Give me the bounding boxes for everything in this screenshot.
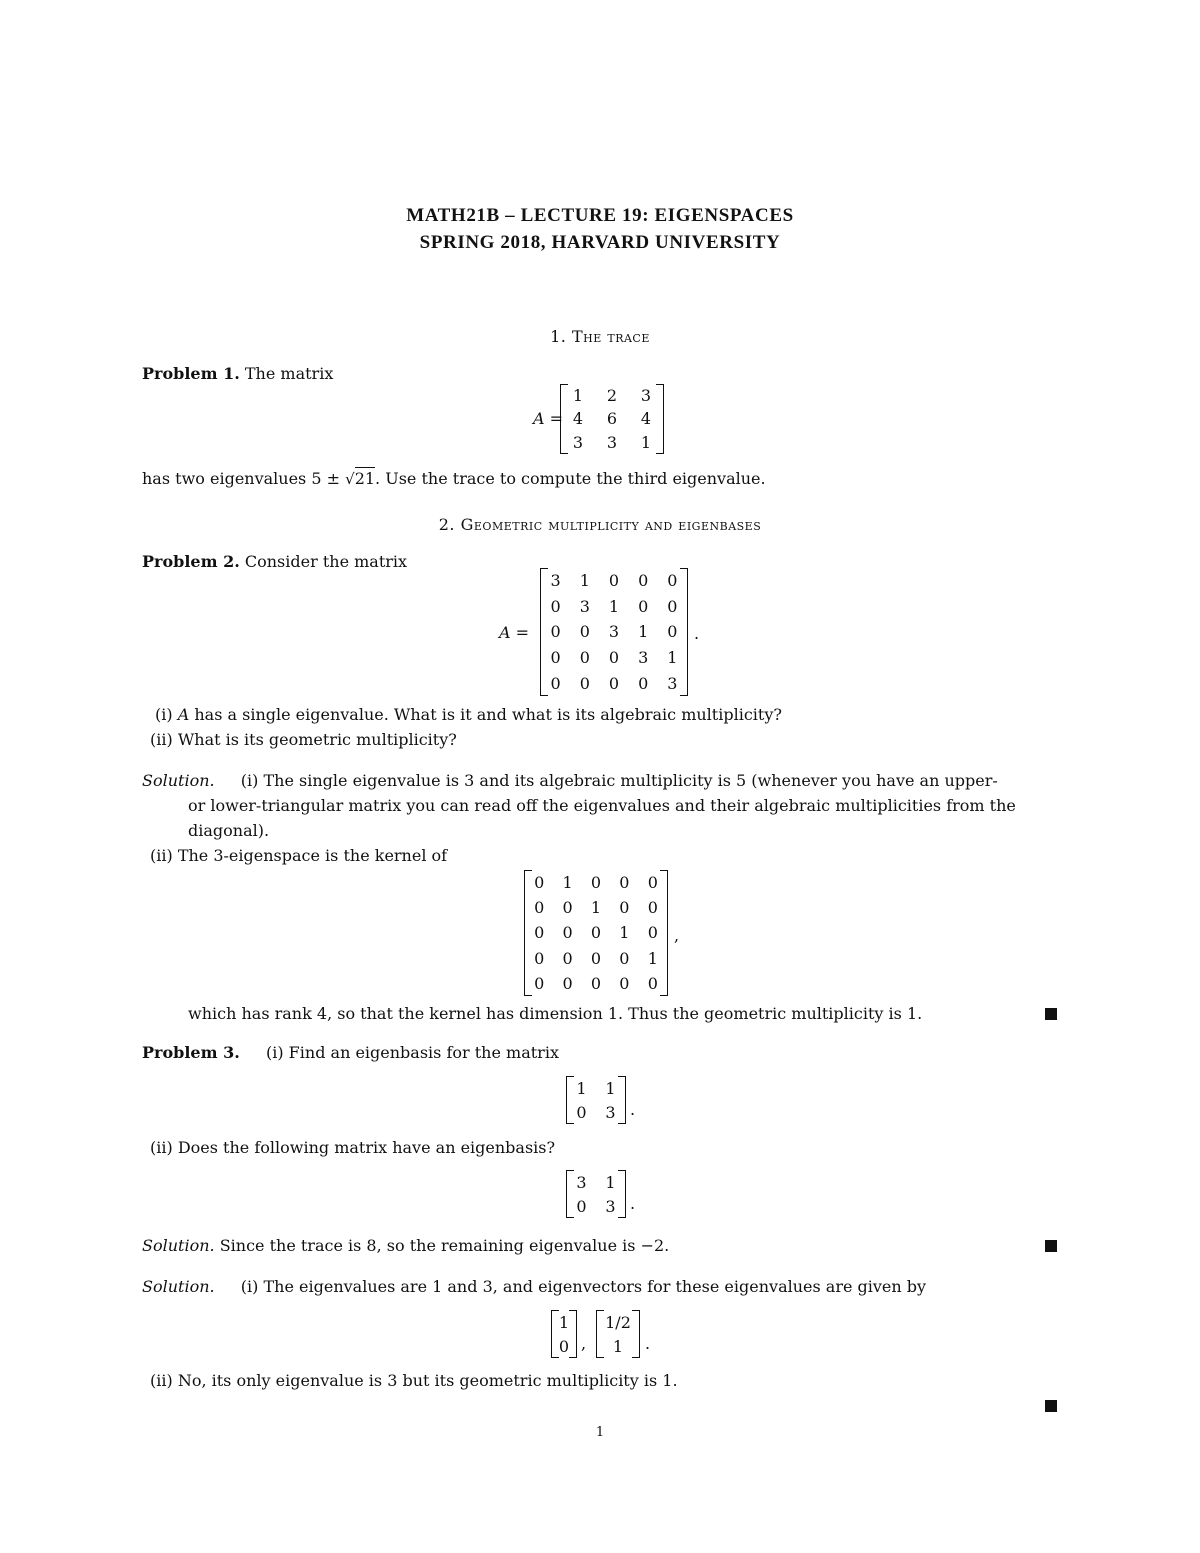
solution-1-text: Since the trace is 8, so the remaining eigenvalue is −2.	[219, 1236, 670, 1255]
matrix-entry: 0	[534, 973, 545, 993]
matrix-entry: 0	[619, 898, 630, 918]
matrix-entry: 0	[590, 873, 602, 893]
problem-3-ii-label: (ii)	[150, 1138, 173, 1157]
problem-2-part-i	[155, 705, 782, 724]
matrix-entry: 0	[562, 973, 573, 993]
section-2-heading	[0, 515, 1200, 534]
matrix-entry: 1	[638, 622, 649, 642]
matrix-entry: 0	[562, 923, 573, 943]
matrix-entry: 2	[606, 386, 618, 406]
solution-2-label: Solution.	[142, 771, 215, 790]
matrix-entry: 0	[534, 923, 545, 943]
solution-2-i-line-1: The single eigenvalue is 3 and its algebraic multiplicity is 5 (whenever you have an upper-	[263, 771, 998, 790]
problem-1-matrix-name: A =	[533, 409, 564, 428]
solution-3-label: Solution.	[142, 1277, 215, 1296]
problem-2-part-i-var: A	[177, 705, 190, 724]
solution-3-vector-1	[551, 1310, 577, 1358]
matrix-entry: 0	[550, 648, 561, 668]
section-1-heading	[0, 327, 1200, 346]
problem-3-statement	[142, 1043, 559, 1062]
problem-2-part-ii-text: What is its geometric multiplicity?	[177, 730, 457, 749]
matrix-entry: 4	[572, 409, 584, 429]
matrix-entry: 3	[606, 432, 618, 452]
matrix-entry: 3	[608, 622, 620, 642]
problem-2-matrix	[540, 568, 688, 696]
matrix-entry: 1	[619, 923, 630, 943]
matrix-entry: 0	[608, 648, 620, 668]
matrix-entry: 1	[572, 386, 584, 406]
matrix-entry: 0	[619, 973, 630, 993]
matrix-entry: 0	[534, 873, 545, 893]
matrix-entry: 0	[550, 596, 561, 616]
matrix-entry: 3	[605, 1196, 616, 1216]
section-2-title: Geometric multiplicity and eigenbases	[460, 515, 762, 534]
problem-2-part-i-text: has a single eigenvalue. What is it and what is its algebraic multiplicity?	[189, 705, 782, 724]
matrix-entry: 0	[608, 673, 620, 693]
problem-1-question: has two eigenvalues 5 ± √21. Use the trace to compute the third eigenvalue.	[142, 469, 766, 488]
matrix-entry: 0	[608, 571, 620, 591]
matrix-entry: 1	[647, 948, 658, 968]
matrix-entry: 0	[667, 571, 678, 591]
matrix-entry: 6	[606, 409, 618, 429]
matrix-entry: 0	[638, 571, 649, 591]
solution-3-vector-sep: ,	[581, 1334, 587, 1353]
problem-3-matrix-1-end: .	[630, 1100, 636, 1119]
problem-2-intro: Consider the matrix	[244, 552, 408, 571]
matrix-entry: 3	[638, 648, 649, 668]
matrix-entry: 1/2	[605, 1312, 631, 1332]
problem-1-matrix	[560, 384, 664, 454]
solution-2-ii-label: (ii)	[150, 846, 173, 865]
matrix-entry: 3	[550, 571, 561, 591]
problem-1-text-before: has two eigenvalues 5 ±	[142, 469, 341, 488]
matrix-entry: 1	[576, 1078, 587, 1098]
matrix-entry: 0	[550, 622, 561, 642]
problem-3-matrix-2-end: .	[630, 1194, 636, 1213]
problem-2-matrix-end: .	[694, 624, 700, 643]
page-number: 1	[595, 1425, 605, 1440]
matrix-entry: 0	[647, 973, 658, 993]
matrix-entry: 4	[640, 409, 652, 429]
matrix-entry: 3	[576, 1172, 587, 1192]
qed-square-icon	[1045, 1400, 1057, 1412]
matrix-entry: 3	[640, 386, 652, 406]
problem-1-statement	[142, 364, 333, 383]
matrix-entry: 0	[534, 948, 545, 968]
solution-2-matrix-end: ,	[674, 926, 680, 945]
problem-2-part-ii	[150, 730, 457, 749]
paper-subtitle: SPRING 2018, HARVARD UNIVERSITY	[419, 232, 781, 253]
matrix-entry: 0	[562, 948, 573, 968]
solution-3-line-1	[142, 1277, 926, 1296]
solution-2-conclusion: which has rank 4, so that the kernel has dimension 1. Thus the geometric multiplicity is 1.	[188, 1004, 923, 1023]
matrix-entry: 3	[605, 1102, 616, 1122]
matrix-entry: 0	[619, 873, 630, 893]
matrix-entry: 0	[667, 596, 678, 616]
matrix-entry: 1	[612, 1336, 624, 1356]
matrix-entry: 0	[590, 973, 602, 993]
matrix-entry: 1	[590, 898, 602, 918]
solution-2-i-line-2: or lower-triangular matrix you can read off the eigenvalues and their algebraic multiplicities from the	[188, 796, 1016, 815]
problem-1-label: Problem 1.	[142, 364, 240, 383]
matrix-entry: 0	[579, 648, 590, 668]
solution-3-i-label: (i)	[240, 1277, 259, 1296]
matrix-entry: 3	[572, 432, 584, 452]
solution-2-i-label: (i)	[240, 771, 259, 790]
matrix-entry: 0	[667, 622, 678, 642]
matrix-entry: 0	[647, 898, 658, 918]
solution-2-i-line-3: diagonal).	[188, 821, 270, 840]
problem-2-label: Problem 2.	[142, 552, 240, 571]
matrix-entry: 1	[579, 571, 590, 591]
problem-3-matrix-1	[566, 1076, 626, 1124]
solution-2-ii	[150, 846, 447, 865]
qed-square-icon	[1045, 1240, 1057, 1252]
matrix-entry: 0	[534, 898, 545, 918]
section-2-number: 2.	[438, 515, 456, 534]
matrix-entry: 0	[576, 1102, 587, 1122]
matrix-entry: 1	[605, 1078, 616, 1098]
problem-3-i-label: (i)	[265, 1043, 284, 1062]
matrix-entry: 0	[590, 948, 602, 968]
matrix-entry: 0	[647, 923, 658, 943]
matrix-entry: 1	[608, 596, 620, 616]
matrix-entry: 1	[558, 1312, 570, 1332]
problem-1-intro: The matrix	[244, 364, 334, 383]
matrix-entry: 0	[638, 596, 649, 616]
solution-3-ii-label: (ii)	[150, 1371, 173, 1390]
problem-3-ii	[150, 1138, 555, 1157]
matrix-entry: 1	[667, 648, 678, 668]
problem-2-matrix-name: A =	[499, 623, 530, 642]
solution-1-label: Solution.	[142, 1236, 215, 1255]
section-1-number: 1.	[550, 327, 567, 346]
solution-3-vector-end: .	[645, 1334, 651, 1353]
matrix-entry: 1	[605, 1172, 616, 1192]
problem-3-ii-text: Does the following matrix have an eigenbasis?	[177, 1138, 556, 1157]
problem-3-matrix-2	[566, 1170, 626, 1218]
solution-2-line-1	[142, 771, 998, 790]
matrix-entry: 0	[558, 1336, 570, 1356]
solution-1-line	[142, 1236, 669, 1255]
problem-1-sqrt-arg: 21	[354, 469, 376, 488]
matrix-entry: 0	[576, 1196, 587, 1216]
problem-2-part-i-label: (i)	[155, 705, 173, 724]
section-1-title: The trace	[571, 327, 650, 346]
matrix-entry: 0	[647, 873, 658, 893]
paper-title: MATH21B – LECTURE 19: EIGENSPACES	[406, 205, 794, 226]
problem-3-label: Problem 3.	[142, 1043, 240, 1062]
matrix-entry: 0	[579, 673, 590, 693]
solution-3-ii	[150, 1371, 678, 1390]
matrix-entry: 0	[562, 898, 573, 918]
matrix-entry: 1	[562, 873, 573, 893]
problem-2-statement	[142, 552, 407, 571]
solution-3-vector-2	[596, 1310, 640, 1358]
matrix-entry: 0	[579, 622, 590, 642]
qed-square-icon	[1045, 1008, 1057, 1020]
matrix-entry: 3	[579, 596, 590, 616]
matrix-entry: 0	[638, 673, 649, 693]
matrix-entry: 3	[667, 673, 678, 693]
solution-2-ii-text: The 3-eigenspace is the kernel of	[177, 846, 448, 865]
problem-2-part-ii-label: (ii)	[150, 730, 173, 749]
matrix-entry: 0	[550, 673, 561, 693]
solution-2-kernel-matrix	[524, 870, 668, 996]
solution-3-ii-text: No, its only eigenvalue is 3 but its geometric multiplicity is 1.	[177, 1371, 678, 1390]
matrix-entry: 0	[619, 948, 630, 968]
solution-3-i-text: The eigenvalues are 1 and 3, and eigenvectors for these eigenvalues are given by	[263, 1277, 927, 1296]
matrix-entry: 0	[590, 923, 602, 943]
problem-1-text-after: . Use the trace to compute the third eigenvalue.	[375, 469, 766, 488]
problem-3-i-text: Find an eigenbasis for the matrix	[288, 1043, 559, 1062]
matrix-entry: 1	[640, 432, 652, 452]
